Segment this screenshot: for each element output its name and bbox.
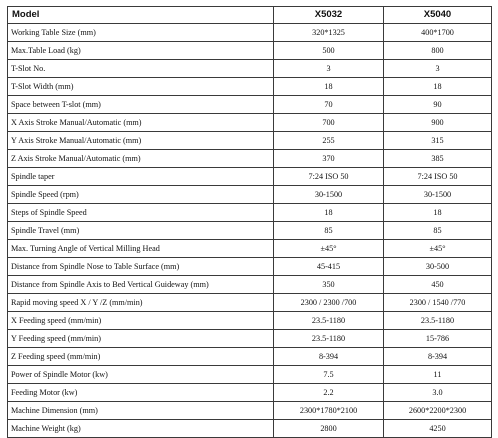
spec-value-x5032-cell: 2.2: [274, 384, 384, 402]
spec-parameter-cell: Distance from Spindle Axis to Bed Vertical Guideway (mm): [8, 276, 274, 294]
spec-value-x5032-cell: 70: [274, 96, 384, 114]
spec-parameter-cell: Machine Dimension (mm): [8, 402, 274, 420]
table-row: [8, 186, 492, 204]
spec-parameter-cell: Y Feeding speed (mm/min): [8, 330, 274, 348]
table-row: [8, 150, 492, 168]
spec-value-x5040-cell: 3.0: [384, 384, 492, 402]
spec-value-x5040-cell: 900: [384, 114, 492, 132]
spec-value-x5040-cell: 800: [384, 42, 492, 60]
spec-value-x5040-cell: 30-500: [384, 258, 492, 276]
table-row: [8, 312, 492, 330]
spec-parameter-cell: Power of Spindle Motor (kw): [8, 366, 274, 384]
spec-table-container: [7, 6, 491, 438]
spec-value-x5032-cell: 7.5: [274, 366, 384, 384]
spec-parameter-cell: X Axis Stroke Manual/Automatic (mm): [8, 114, 274, 132]
table-row: [8, 24, 492, 42]
table-row: [8, 384, 492, 402]
table-row: [8, 114, 492, 132]
spec-parameter-cell: Steps of Spindle Speed: [8, 204, 274, 222]
spec-value-x5032-cell: 3: [274, 60, 384, 78]
spec-value-x5040-cell: 90: [384, 96, 492, 114]
table-row: [8, 78, 492, 96]
spec-parameter-cell: Max. Turning Angle of Vertical Milling Head: [8, 240, 274, 258]
table-row: [8, 42, 492, 60]
spec-value-x5032-cell: 7:24 ISO 50: [274, 168, 384, 186]
spec-value-x5040-cell: 11: [384, 366, 492, 384]
header-model-label: Model: [8, 7, 274, 24]
spec-value-x5040-cell: 315: [384, 132, 492, 150]
header-model-x5032: X5032: [274, 7, 384, 24]
table-row: [8, 204, 492, 222]
spec-parameter-cell: Space between T-slot (mm): [8, 96, 274, 114]
spec-value-x5032-cell: 350: [274, 276, 384, 294]
spec-parameter-cell: Z Feeding speed (mm/min): [8, 348, 274, 366]
table-row: [8, 276, 492, 294]
spec-value-x5040-cell: 15-786: [384, 330, 492, 348]
spec-parameter-cell: Feeding Motor (kw): [8, 384, 274, 402]
spec-value-x5032-cell: 8-394: [274, 348, 384, 366]
spec-value-x5040-cell: 450: [384, 276, 492, 294]
spec-value-x5032-cell: 30-1500: [274, 186, 384, 204]
table-row: [8, 168, 492, 186]
spec-parameter-cell: Y Axis Stroke Manual/Automatic (mm): [8, 132, 274, 150]
spec-parameter-cell: Spindle taper: [8, 168, 274, 186]
spec-parameter-cell: T-Slot No.: [8, 60, 274, 78]
table-row: [8, 420, 492, 438]
spec-value-x5032-cell: 18: [274, 78, 384, 96]
table-row: [8, 240, 492, 258]
spec-value-x5032-cell: 18: [274, 204, 384, 222]
table-row: [8, 222, 492, 240]
spec-parameter-cell: X Feeding speed (mm/min): [8, 312, 274, 330]
table-row: [8, 330, 492, 348]
spec-value-x5040-cell: 30-1500: [384, 186, 492, 204]
table-header-row: [8, 7, 492, 24]
spec-parameter-cell: Distance from Spindle Nose to Table Surface (mm): [8, 258, 274, 276]
table-row: [8, 96, 492, 114]
spec-parameter-cell: Spindle Travel (mm): [8, 222, 274, 240]
spec-parameter-cell: Z Axis Stroke Manual/Automatic (mm): [8, 150, 274, 168]
spec-value-x5040-cell: 385: [384, 150, 492, 168]
spec-value-x5032-cell: 370: [274, 150, 384, 168]
table-row: [8, 60, 492, 78]
spec-value-x5040-cell: 18: [384, 204, 492, 222]
table-row: [8, 294, 492, 312]
spec-value-x5040-cell: 85: [384, 222, 492, 240]
spec-value-x5040-cell: 7:24 ISO 50: [384, 168, 492, 186]
spec-value-x5040-cell: ±45°: [384, 240, 492, 258]
table-row: [8, 402, 492, 420]
spec-parameter-cell: T-Slot Width (mm): [8, 78, 274, 96]
table-row: [8, 258, 492, 276]
spec-value-x5032-cell: 85: [274, 222, 384, 240]
spec-value-x5040-cell: 8-394: [384, 348, 492, 366]
spec-value-x5032-cell: 500: [274, 42, 384, 60]
table-row: [8, 366, 492, 384]
spec-value-x5040-cell: 3: [384, 60, 492, 78]
spec-value-x5032-cell: 255: [274, 132, 384, 150]
spec-value-x5032-cell: 700: [274, 114, 384, 132]
spec-value-x5040-cell: 400*1700: [384, 24, 492, 42]
header-model-x5040: X5040: [384, 7, 492, 24]
spec-parameter-cell: Spindle Speed (rpm): [8, 186, 274, 204]
spec-parameter-cell: Max.Table Load (kg): [8, 42, 274, 60]
spec-value-x5032-cell: 23.5-1180: [274, 330, 384, 348]
table-row: [8, 348, 492, 366]
spec-value-x5032-cell: 45-415: [274, 258, 384, 276]
spec-table-body: [8, 24, 492, 438]
spec-parameter-cell: Rapid moving speed X / Y /Z (mm/min): [8, 294, 274, 312]
spec-parameter-cell: Machine Weight (kg): [8, 420, 274, 438]
spec-value-x5032-cell: 320*1325: [274, 24, 384, 42]
spec-value-x5040-cell: 4250: [384, 420, 492, 438]
spec-value-x5032-cell: 23.5-1180: [274, 312, 384, 330]
table-row: [8, 132, 492, 150]
spec-value-x5040-cell: 2600*2200*2300: [384, 402, 492, 420]
spec-value-x5032-cell: 2300*1780*2100: [274, 402, 384, 420]
spec-value-x5040-cell: 18: [384, 78, 492, 96]
spec-value-x5032-cell: ±45°: [274, 240, 384, 258]
spec-value-x5032-cell: 2300 / 2300 /700: [274, 294, 384, 312]
spec-value-x5032-cell: 2800: [274, 420, 384, 438]
spec-table: [7, 6, 492, 438]
spec-value-x5040-cell: 2300 / 1540 /770: [384, 294, 492, 312]
spec-value-x5040-cell: 23.5-1180: [384, 312, 492, 330]
spec-parameter-cell: Working Table Size (mm): [8, 24, 274, 42]
